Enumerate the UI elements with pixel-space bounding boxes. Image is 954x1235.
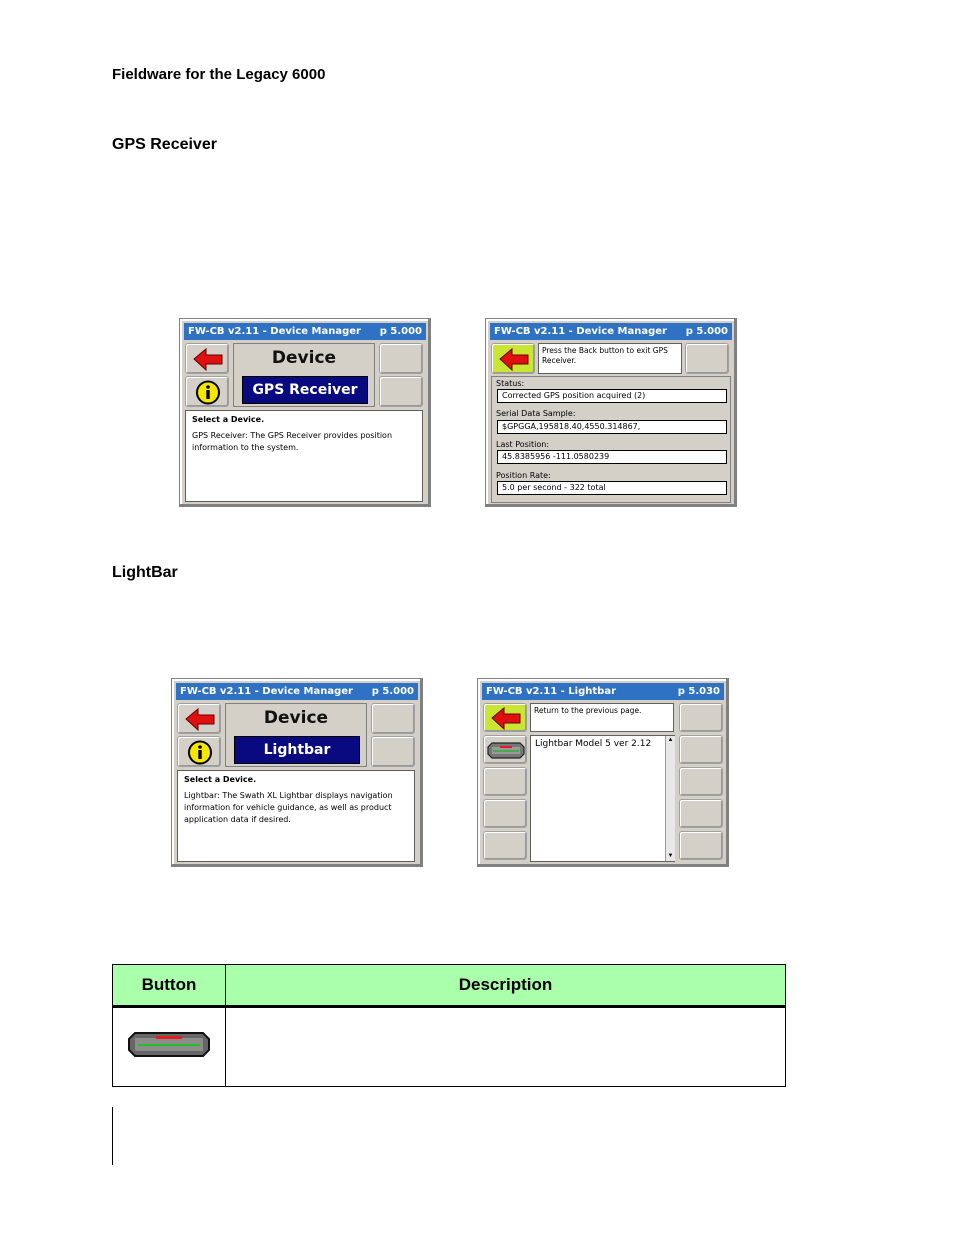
blank-button[interactable] [379,376,423,407]
lastpos-field: 45.8385956 -111.0580239 [497,450,727,464]
titlebar [176,683,418,700]
blank-button[interactable] [371,736,415,767]
titlebar-page: p 5.000 [371,686,414,697]
lightbar-button[interactable] [483,735,527,764]
screen-lightbar-device [171,678,423,867]
lightbar-icon [484,736,528,765]
titlebar [482,683,724,700]
info-button[interactable] [177,736,221,767]
serial-label: Serial Data Sample: [496,409,576,418]
table-row [113,1007,786,1087]
info-box [177,770,415,862]
hint-box: Press the Back button to exit GPS Receiver. [538,343,682,374]
screen-lightbar-detail [477,678,729,867]
blank-button[interactable] [371,703,415,734]
section-title-gps: GPS Receiver [112,136,217,153]
rate-field: 5.0 per second - 322 total [497,481,727,495]
info-button[interactable] [185,376,229,407]
blank-button[interactable] [679,735,723,764]
device-label: Device [271,348,337,368]
column-header-description: Description [226,965,786,1007]
blank-button[interactable] [679,831,723,860]
titlebar-title: FW-CB v2.11 - Device Manager [494,326,667,337]
blank-button[interactable] [679,703,723,732]
screen-gps-device [179,318,431,507]
info-text: Lightbar: The Swath XL Lightbar displays navigation information for vehicle guidance, as well as product application data if desired. [184,791,393,824]
info-text: GPS Receiver: The GPS Receiver provides position information to the system. [192,431,393,452]
rate-label: Position Rate: [496,471,551,480]
status-label: Status: [496,379,525,388]
selected-device[interactable]: Lightbar [234,736,360,764]
blank-button[interactable] [483,767,527,796]
titlebar-title: FW-CB v2.11 - Lightbar [486,686,617,697]
document-header: Fieldware for the Legacy 6000 [112,66,326,83]
titlebar-title: FW-CB v2.11 - Device Manager [180,686,353,697]
blank-button[interactable] [679,799,723,828]
scroll-up-arrow-icon[interactable]: ▲ [667,737,674,743]
info-box [185,410,423,502]
info-icon [178,737,222,768]
back-button[interactable] [177,703,221,734]
section-title-lightbar: LightBar [112,564,178,581]
status-field: Corrected GPS position acquired (2) [497,389,727,403]
device-list[interactable] [530,735,675,862]
back-arrow-icon [492,344,536,375]
serial-field: $GPGGA,195818.40,4550.314867, [497,420,727,434]
blank-button[interactable] [483,799,527,828]
info-heading: Select a Device. [192,415,265,424]
back-arrow-icon [484,704,528,733]
hint-box: Return to the previous page. [530,703,674,732]
scrollbar[interactable] [665,736,675,861]
back-arrow-icon [186,344,230,375]
titlebar [490,323,732,340]
lastpos-label: Last Position: [496,440,550,449]
device-panel [225,703,367,767]
margin-rule [112,1107,113,1165]
titlebar-page: p 5.000 [379,326,422,337]
info-icon [186,377,230,408]
info-heading: Select a Device. [184,775,257,784]
device-label: Device [263,708,329,728]
list-item[interactable]: Lightbar Model 5 ver 2.12 [535,739,652,749]
titlebar [184,323,426,340]
blank-button[interactable] [679,767,723,796]
blank-button[interactable] [483,831,527,860]
table-cell-button [113,1007,226,1087]
status-panel [491,376,731,503]
back-button[interactable] [483,703,527,732]
column-header-button: Button [113,965,226,1007]
blank-button[interactable] [379,343,423,374]
selected-device[interactable]: GPS Receiver [242,376,368,404]
table-cell-description [226,1007,786,1087]
titlebar-page: p 5.030 [677,686,720,697]
titlebar-title: FW-CB v2.11 - Device Manager [188,326,361,337]
device-panel [233,343,375,407]
titlebar-page: p 5.000 [685,326,728,337]
button-description-table [112,964,786,1087]
lightbar-icon [126,1031,212,1059]
blank-button[interactable] [685,343,729,374]
back-arrow-icon [178,704,222,735]
scroll-down-arrow-icon[interactable]: ▼ [667,853,674,859]
back-button[interactable] [491,343,535,374]
screen-gps-status [485,318,737,507]
back-button[interactable] [185,343,229,374]
